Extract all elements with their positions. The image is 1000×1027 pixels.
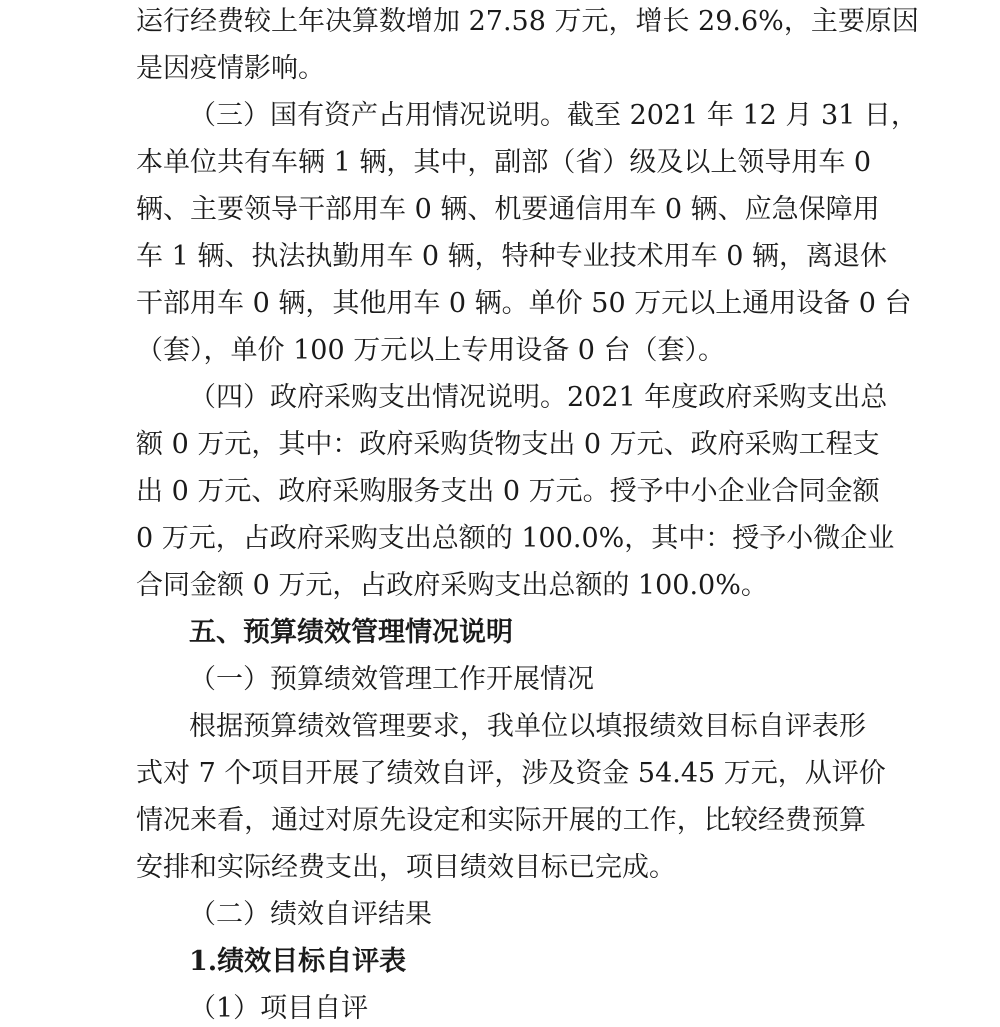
body-line: 干部用车 0 辆，其他用车 0 辆。单价 50 万元以上通用设备 0 台: [136, 288, 912, 319]
subsection-heading: （二）绩效自评结果: [189, 899, 432, 930]
body-line: 安排和实际经费支出，项目绩效目标已完成。: [136, 852, 676, 883]
body-line: 情况来看，通过对原先设定和实际开展的工作，比较经费预算: [136, 805, 866, 836]
paragraph-heading-line: （四）政府采购支出情况说明。2021 年度政府采购支出总: [189, 382, 888, 413]
body-line: 根据预算绩效管理要求，我单位以填报绩效目标自评表形: [189, 711, 866, 742]
item-heading: 1.绩效目标自评表: [189, 946, 407, 977]
body-line: 出 0 万元、政府采购服务支出 0 万元。授予中小企业合同金额: [136, 476, 880, 507]
body-line: 运行经费较上年决算数增加 27.58 万元，增长 29.6%，主要原因: [136, 6, 919, 37]
body-line: 0 万元，占政府采购支出总额的 100.0%，其中：授予小微企业: [136, 523, 895, 554]
subsection-heading: （一）预算绩效管理工作开展情况: [189, 664, 594, 695]
body-line: 是因疫情影响。: [136, 53, 325, 84]
section-heading: 五、预算绩效管理情况说明: [189, 617, 513, 648]
paragraph-heading-line: （三）国有资产占用情况说明。截至 2021 年 12 月 31 日，: [189, 100, 918, 131]
body-line: 辆、主要领导干部用车 0 辆、机要通信用车 0 辆、应急保障用: [136, 194, 880, 225]
body-line: 车 1 辆、执法执勤用车 0 辆，特种专业技术用车 0 辆，离退休: [136, 241, 888, 272]
body-line: 本单位共有车辆 1 辆，其中，副部（省）级及以上领导用车 0: [136, 147, 872, 178]
body-line: 额 0 万元，其中：政府采购货物支出 0 万元、政府采购工程支: [136, 429, 880, 460]
body-line: 合同金额 0 万元，占政府采购支出总额的 100.0%。: [136, 570, 768, 601]
sub-item-heading: （1）项目自评: [189, 993, 369, 1024]
body-line: （套），单价 100 万元以上专用设备 0 台（套）。: [136, 335, 726, 366]
body-line: 式对 7 个项目开展了绩效自评，涉及资金 54.45 万元，从评价: [136, 758, 886, 789]
